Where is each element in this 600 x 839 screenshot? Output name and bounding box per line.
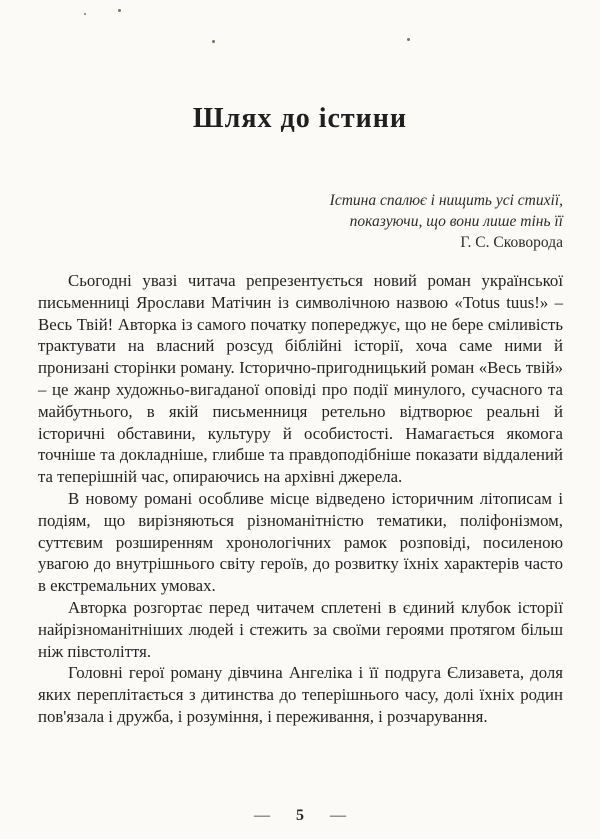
scan-speck <box>118 9 121 12</box>
epigraph-line-2: показуючи, що вони лише тінь її <box>349 213 563 230</box>
epigraph-line-1: Істина спалює і нищить усі стихії, <box>329 192 563 209</box>
scan-speck <box>84 13 86 15</box>
paragraph-2: В новому романі особливе місце відведено історичним літописам і подіям, що вирізняються різноманітністю тематики, поліфонізмом, суттєвим розширенням хронологічних рамок розповіді, посиленою увагою до внутрішнього світу героїв, до розвитку їхніх характерів часто в екстремальних умовах. <box>38 488 563 596</box>
page-number: 5 <box>296 807 304 824</box>
epigraph-attribution: Г. С. Сковорода <box>460 234 563 251</box>
epigraph <box>0 190 563 253</box>
scan-speck <box>407 38 410 41</box>
scan-speck <box>212 40 215 43</box>
footer-dash-left: — <box>254 807 270 824</box>
chapter-title: Шлях до істини <box>192 103 408 134</box>
paragraph-4: Головні герої роману дівчина Ангеліка і її подруга Єлизавета, доля яких переплітається з дитинства до теперішнього часу, долі їхніх родин пов'язала і дружба, і розуміння, і переживання, і розчарування. <box>38 663 563 726</box>
paragraph-1: Сьогодні увазі читача репрезентується новий роман української письменниці Ярослави Матічин із символічною назвою «Totus tuus!» – Весь Твій! Авторка із самого початку попереджує, що не бере сміливість трактувати на власний розсуд біблійні історії, хоча саме ними й пронизані сторінки роману. Історично-пригодницький роман «Весь твій» – це жанр художньо-вигаданої оповіді про події минулого, сучасного та майбутнього, в якій письменниця ретельно відтворює реальні й історичні обставини, культуру й особистості. Намагається якомога точніше та докладніше, глибше та правдоподібніше показати віддалений та теперішній час, опираючись на архівні джерела. <box>38 271 563 487</box>
paragraph-3: Авторка розгортає перед читачем сплетені в єдиний клубок історії найрізноманітніших людей і стежить за своїми героями протягом більш ніж півстоліття. <box>38 597 563 661</box>
footer-dash-right: — <box>330 807 346 824</box>
body-text <box>38 270 563 728</box>
page-footer <box>0 807 600 825</box>
